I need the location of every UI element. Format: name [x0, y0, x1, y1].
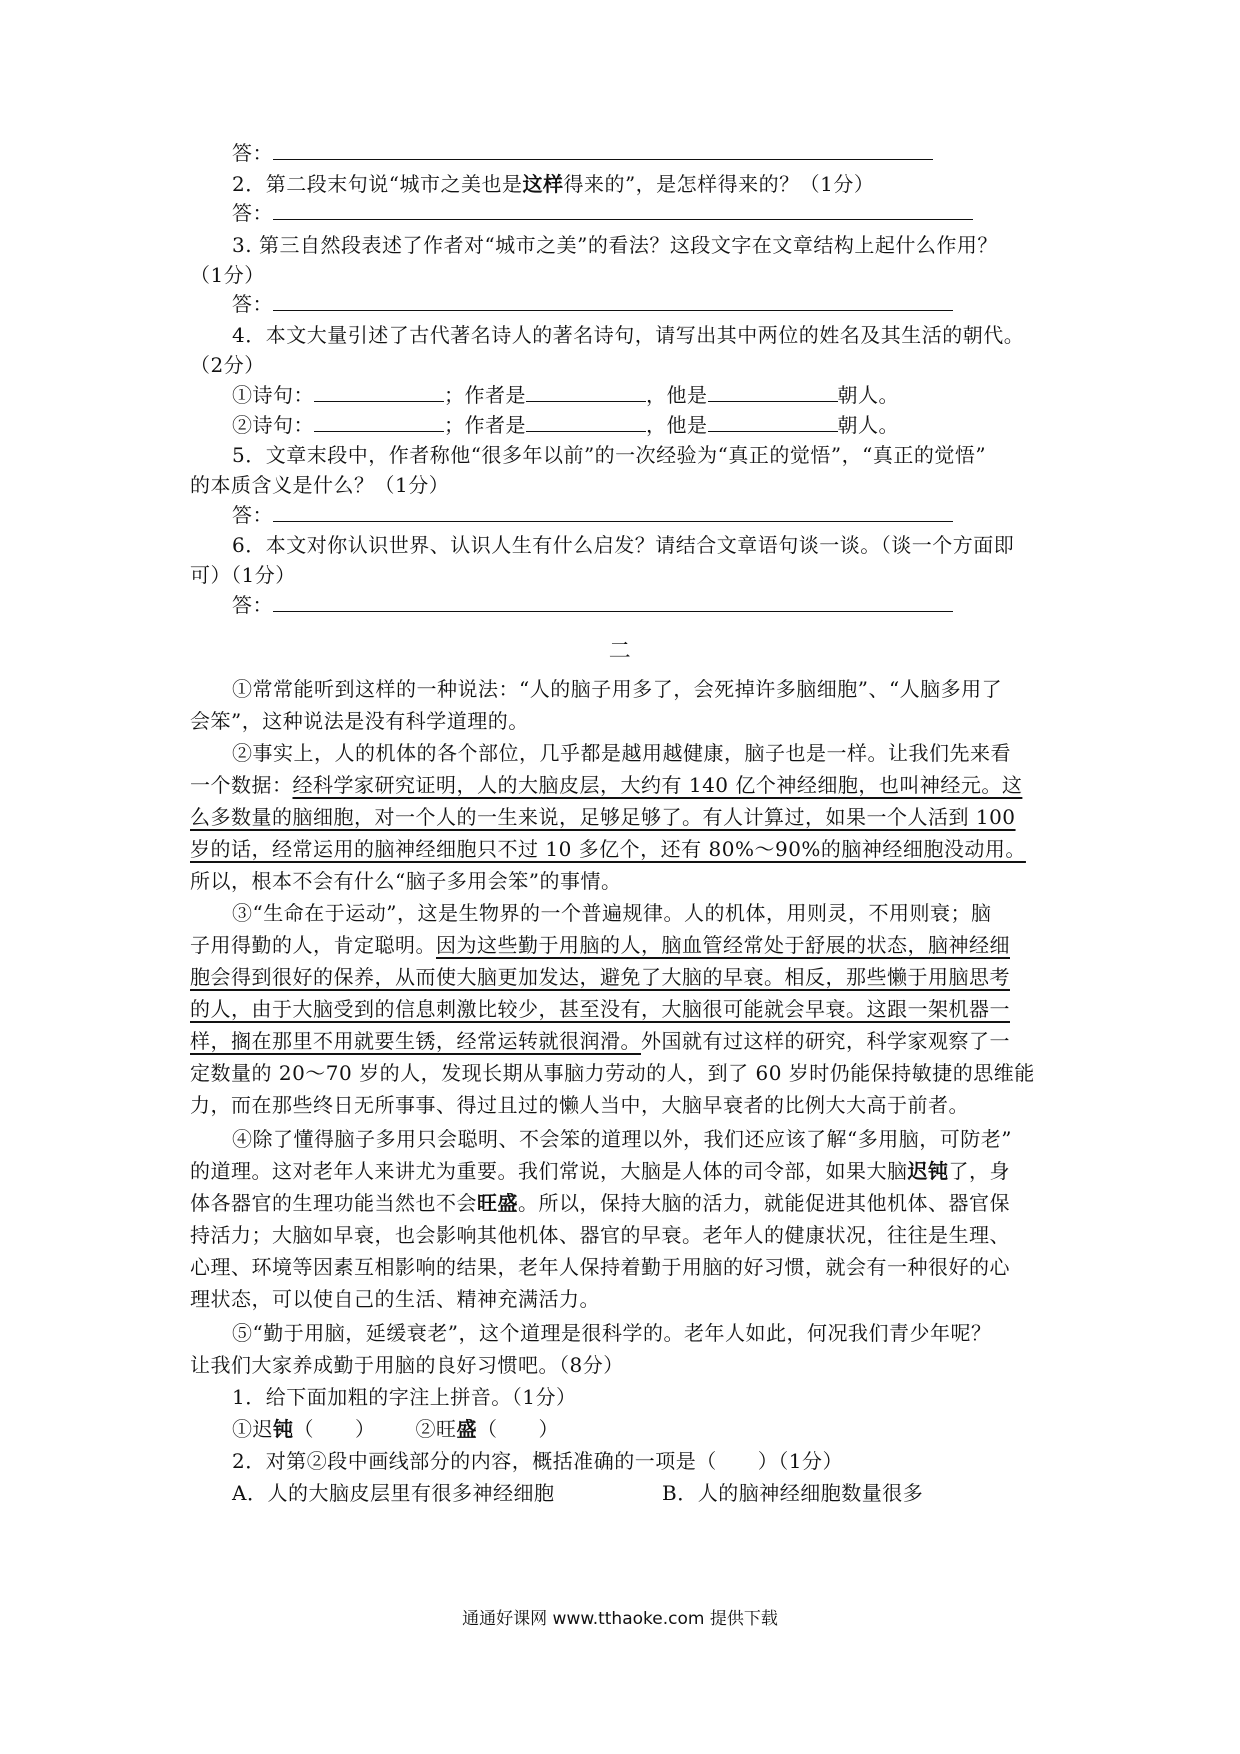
answer-blank[interactable]: [273, 589, 953, 612]
q5-answer-row: [232, 498, 1070, 532]
underlined-text: 胞会得到很好的保养，从而使大脑更加发达，避免了大脑的早衰。相反，那些懒于用脑思考: [190, 965, 1010, 989]
passage-p5-line2: 让我们大家养成勤于用脑的良好习惯吧。（8分）: [190, 1353, 624, 1377]
pinyin-answer-a[interactable]: （ ）: [293, 1417, 376, 1441]
answer-label: 答：: [232, 292, 273, 316]
poem-blank[interactable]: [314, 379, 444, 402]
underlined-text: 样，搁在那里不用就要生锈，经常运转就很润滑。: [190, 1029, 641, 1053]
author-blank[interactable]: [526, 409, 646, 432]
underlined-text: 经科学家研究证明，人的大脑皮层，大约有 140 亿个神经细胞，也叫神经元。这: [292, 773, 1023, 797]
q4-row-1: ①诗句： ；作者是 ，他是 朝人。: [232, 378, 1070, 412]
options-row: [232, 1476, 1070, 1510]
bottom-question-1: 1．给下面加粗的字注上拼音。（1分）: [232, 1385, 577, 1409]
footer-source: 通通好课网 www.tthaoke.com 提供下载: [462, 1609, 778, 1629]
passage-p2-line5: 所以，根本不会有什么“脑子多用会笨”的事情。: [190, 869, 622, 893]
passage-p3-line6: 定数量的 20～70 岁的人，发现长期从事脑力劳动的人，到了 60 岁时仍能保持敏捷的思维能: [190, 1061, 1035, 1085]
passage-p4-line3: 体各器官的生理功能当然也不会旺盛。所以，保持大脑的活力，就能促进其他机体、器官保: [190, 1191, 1010, 1215]
answer-label: 答：: [232, 201, 273, 225]
passage-p3-line1: ③“生命在于运动”，这是生物界的一个普遍规律。人的机体，用则灵，不用则衰；脑: [232, 901, 992, 925]
dynasty-blank[interactable]: [708, 379, 838, 402]
passage-p1-line1: ①常常能听到这样的一种说法：“人的脑子用多了，会死掉许多脑细胞”、“人脑多用了: [232, 677, 1003, 701]
question-4-line1: 4．本文大量引述了古代著名诗人的著名诗句，请写出其中两位的姓名及其生活的朝代。: [232, 323, 1025, 347]
question-5-line1: 5．文章末段中，作者称他“很多年以前”的一次经验为“真正的觉悟”，“真正的觉悟”: [232, 443, 987, 467]
question-3-line2: （1分）: [190, 263, 265, 287]
passage-p5-line1: ⑤“勤于用脑，延缓衰老”，这个道理是很科学的。老年人如此，何况我们青少年呢？: [232, 1321, 992, 1345]
answer-label: 答：: [232, 593, 273, 617]
pinyin-answer-b[interactable]: （ ）: [477, 1417, 559, 1441]
question-3-line1: 3. 第三自然段表述了作者对“城市之美”的看法？这段文字在文章结构上起什么作用？: [232, 233, 998, 257]
bottom-question-2: 2．对第②段中画线部分的内容，概括准确的一项是（ ）（1分）: [232, 1449, 843, 1473]
question-6-line1: 6．本文对你认识世界、认识人生有什么启发？请结合文章语句谈一谈。（谈一个方面即: [232, 533, 1015, 557]
passage-p4-line2: 的道理。这对老年人来讲尤为重要。我们常说，大脑是人体的司令部，如果大脑迟钝了，身: [190, 1159, 1010, 1183]
underlined-text: 么多数量的脑细胞，对一个人的一生来说，足够足够了。有人计算过，如果一个人活到 100: [190, 805, 1016, 829]
answer-label: 答：: [232, 141, 273, 165]
answer-blank[interactable]: [273, 137, 933, 160]
option-b[interactable]: B．人的脑神经细胞数量很多: [662, 1481, 924, 1505]
q3-answer-row: [232, 287, 1070, 321]
passage-p3-line5: 样，搁在那里不用就要生锈，经常运转就很润滑。外国就有过这样的研究，科学家观察了一: [190, 1029, 1010, 1053]
option-a[interactable]: A．人的大脑皮层里有很多神经细胞: [232, 1481, 555, 1505]
underlined-text: 的人，由于大脑受到的信息刺激比较少，甚至没有，大脑很可能就会早衰。这跟一架机器一: [190, 997, 1010, 1021]
passage-p1-line2: 会笨”，这种说法是没有科学道理的。: [190, 709, 529, 733]
passage-p3-line7: 力，而在那些终日无所事事、得过且过的懒人当中，大脑早衰者的比例大大高于前者。: [190, 1093, 969, 1117]
question-6-line2: 可）（1分）: [190, 563, 296, 587]
answer-blank[interactable]: [273, 197, 973, 220]
q0-answer-row: [232, 136, 1070, 170]
poem-blank[interactable]: [314, 409, 444, 432]
passage-p4-line6: 理状态，可以使自己的生活、精神充满活力。: [190, 1287, 600, 1311]
dynasty-blank[interactable]: [708, 409, 838, 432]
answer-blank[interactable]: [273, 499, 953, 522]
passage-p3-line2: 子用得勤的人，肯定聪明。因为这些勤于用脑的人，脑血管经常处于舒展的状态，脑神经细: [190, 933, 1010, 957]
answer-label: 答：: [232, 503, 273, 527]
author-blank[interactable]: [526, 379, 646, 402]
passage-p4-line5: 心理、环境等因素互相影响的结果，老年人保持着勤于用脑的好习惯，就会有一种很好的心: [190, 1255, 1010, 1279]
q4-row-2: ②诗句： ；作者是 ，他是 朝人。: [232, 408, 1070, 442]
answer-blank[interactable]: [273, 288, 953, 311]
passage-p2-line2: 一个数据：经科学家研究证明，人的大脑皮层，大约有 140 亿个神经细胞，也叫神经元。这: [190, 773, 1023, 797]
underlined-text: 岁的话，经常运用的脑神经细胞只不过 10 多亿个，还有 80%～90%的脑神经细胞没动用。: [190, 837, 1026, 861]
pinyin-row: ①迟钝（ ） ②旺盛（ ）: [232, 1417, 559, 1441]
question-5-line2: 的本质含义是什么？（1分）: [190, 473, 450, 497]
passage-p4-line4: 持活力；大脑如早衰，也会影响其他机体、器官的早衰。老年人的健康状况，往往是生理、: [190, 1223, 1010, 1247]
question-2: 2．第二段末句说“城市之美也是这样得来的”，是怎样得来的？（1分）: [232, 172, 875, 196]
q2-answer-row: [232, 196, 1070, 230]
passage-p4-line1: ④除了懂得脑子多用只会聪明、不会笨的道理以外，我们还应该了解“多用脑，可防老”: [232, 1127, 1012, 1151]
passage-p2-line1: ②事实上，人的机体的各个部位，几乎都是越用越健康，脑子也是一样。让我们先来看: [232, 741, 1011, 765]
underlined-text: 因为这些勤于用脑的人，脑血管经常处于舒展的状态，脑神经细: [436, 933, 1010, 957]
section-title: 二: [608, 639, 632, 664]
question-4-line2: （2分）: [190, 353, 265, 377]
q6-answer-row: [232, 588, 1070, 622]
